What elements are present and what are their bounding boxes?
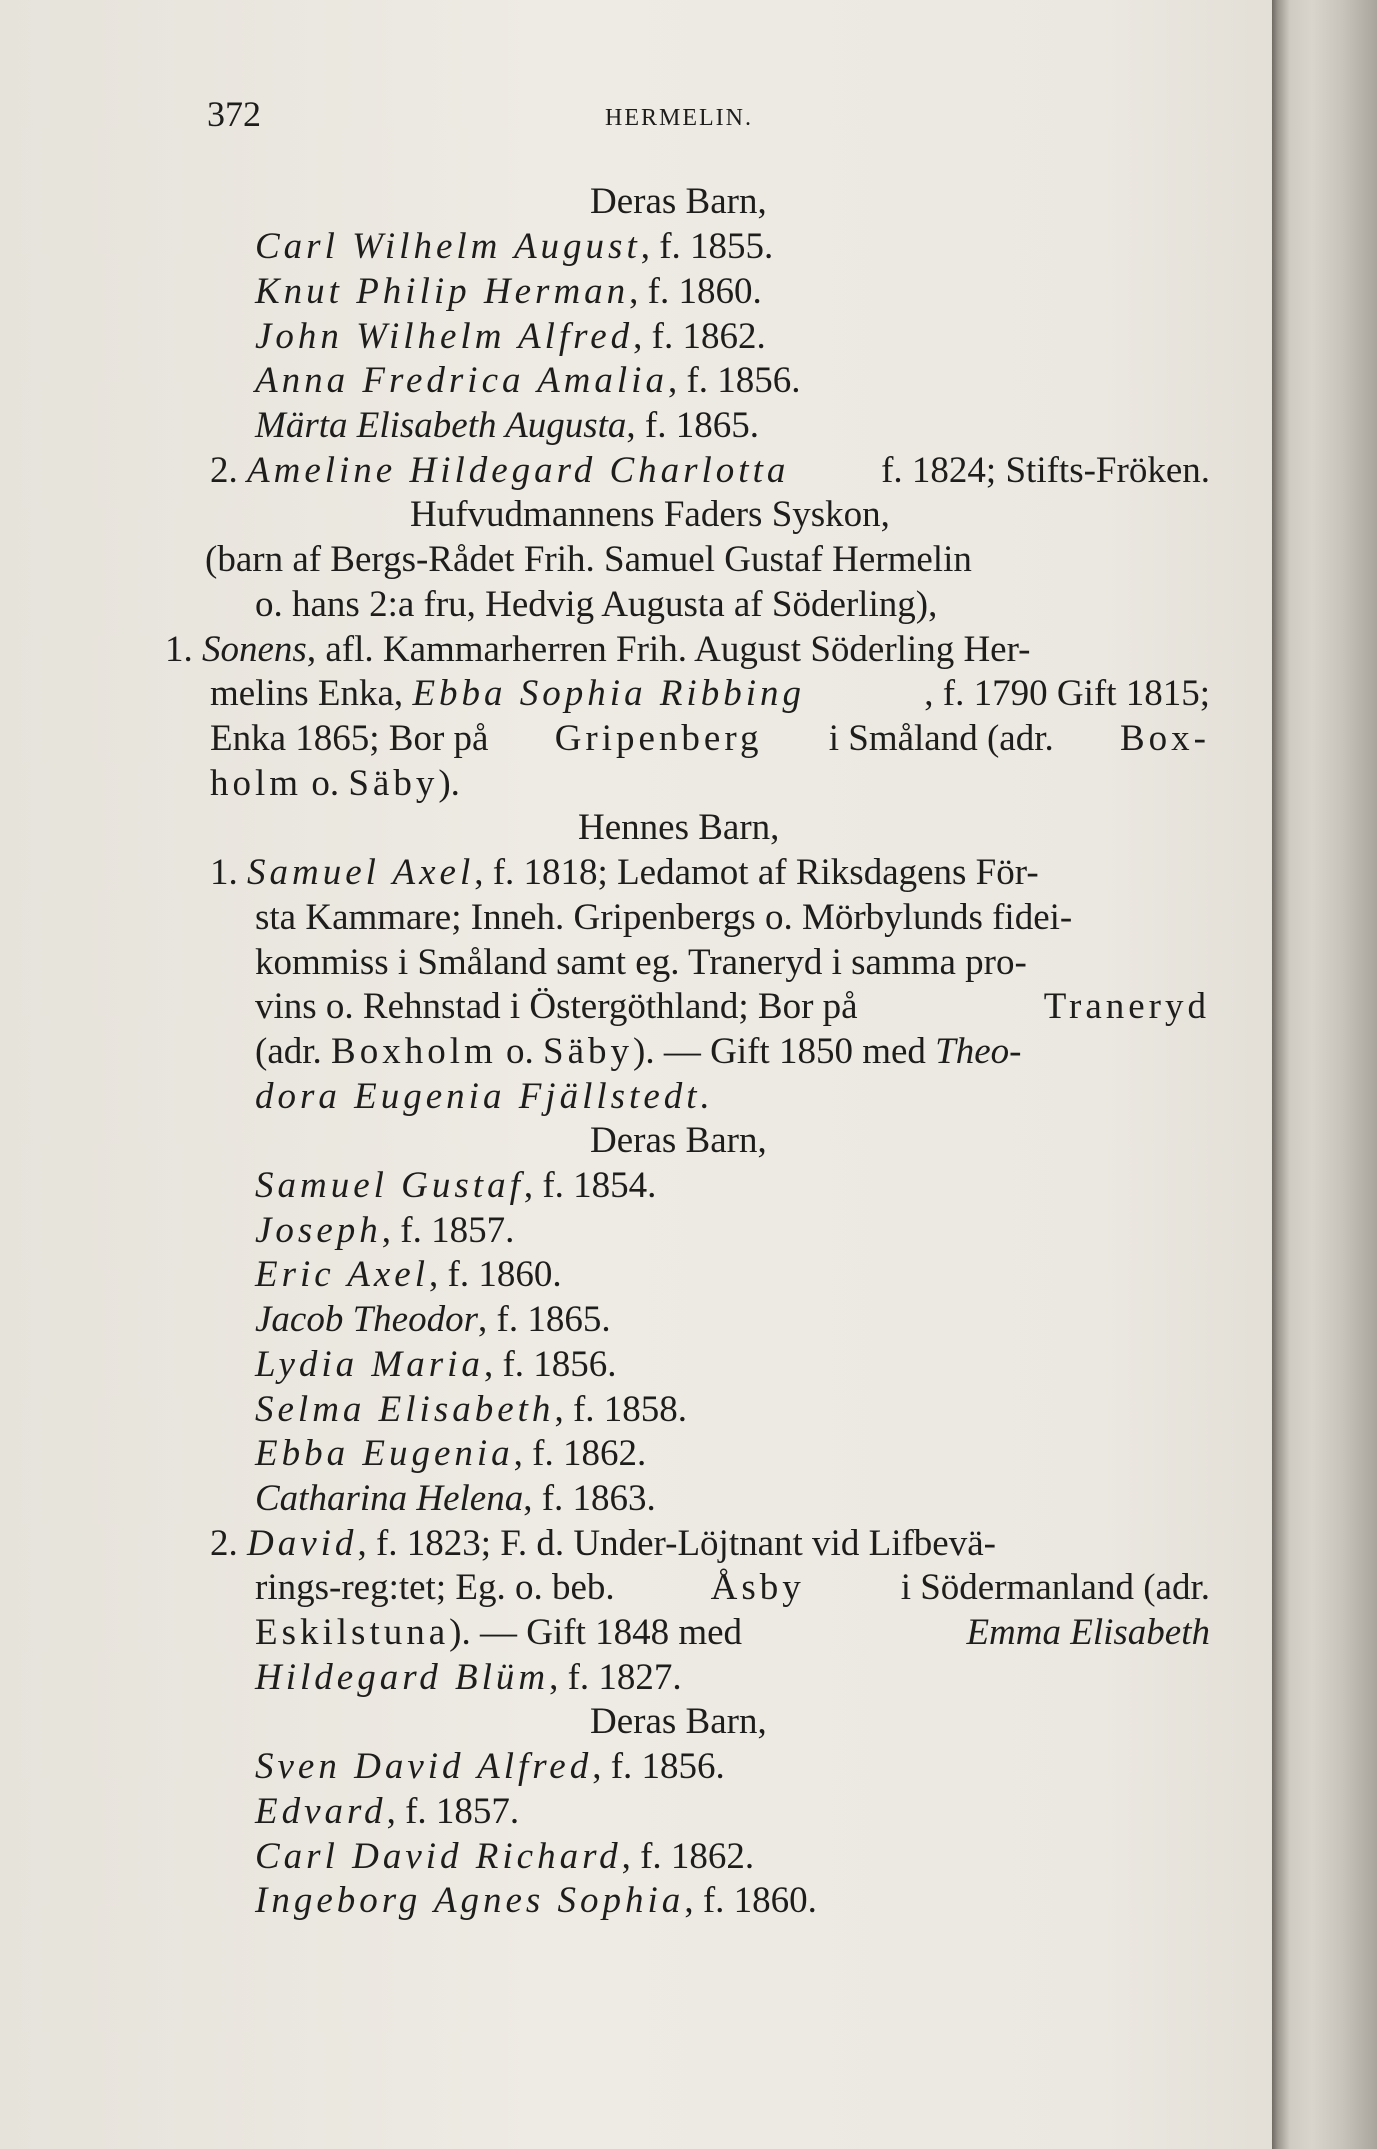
text-line: melins Enka, Ebba Sophia Ribbing , f. 1790 Gift 1815; — [210, 673, 1210, 714]
text-line: holm o. Säby). — [210, 763, 460, 804]
text-line: Ingeborg Agnes Sophia, f. 1860. — [255, 1880, 817, 1921]
text-line: Märta Elisabeth Augusta, f. 1865. — [255, 405, 759, 446]
text-line: vins o. Rehnstad i Östergöthland; Bor på Traneryd — [255, 986, 1210, 1027]
section-heading: Deras Barn, — [590, 1701, 767, 1742]
text-line: Carl David Richard, f. 1862. — [255, 1836, 755, 1877]
text-line: (adr. Boxholm o. Säby). — Gift 1850 med Theo- — [255, 1031, 1022, 1072]
text-line: Lydia Maria, f. 1856. — [255, 1344, 617, 1385]
text-line: Selma Elisabeth, f. 1858. — [255, 1389, 688, 1430]
text-line: o. hans 2:a fru, Hedvig Augusta af Söderling), — [255, 584, 938, 625]
text-line: 2. Ameline Hildegard Charlotta f. 1824; Stifts-Fröken. — [210, 450, 1210, 491]
text-line: Joseph, f. 1857. — [255, 1210, 515, 1251]
text-line: dora Eugenia Fjällstedt. — [255, 1076, 714, 1117]
text-line: Eskilstuna). — Gift 1848 med Emma Elisabeth — [255, 1612, 1210, 1653]
page-number: 372 — [207, 94, 261, 134]
text-line: rings-reg:tet; Eg. o. beb. Åsby i Södermanland (adr. — [255, 1567, 1210, 1608]
section-heading: Hennes Barn, — [578, 807, 780, 848]
text-line: kommiss i Småland samt eg. Traneryd i samma pro- — [255, 942, 1027, 983]
text-line: sta Kammare; Inneh. Gripenbergs o. Mörbylunds fidei- — [255, 897, 1073, 938]
text-line: Sven David Alfred, f. 1856. — [255, 1746, 725, 1787]
text-line: Enka 1865; Bor på Gripenberg i Småland (adr. Box- — [210, 718, 1210, 759]
text-line: John Wilhelm Alfred, f. 1862. — [255, 316, 766, 357]
book-spine-edge — [1272, 0, 1377, 2149]
section-heading: Deras Barn, — [590, 1120, 767, 1161]
text-line: Ebba Eugenia, f. 1862. — [255, 1433, 647, 1474]
text-line: Samuel Gustaf, f. 1854. — [255, 1165, 657, 1206]
section-heading: Hufvudmannens Faders Syskon, — [410, 494, 890, 535]
text-line: 1. Sonens, afl. Kammarherren Frih. August Söderling Her- — [165, 629, 1031, 670]
text-line: Anna Fredrica Amalia, f. 1856. — [255, 360, 801, 401]
text-line: Catharina Helena, f. 1863. — [255, 1478, 656, 1519]
text-line: (barn af Bergs-Rådet Frih. Samuel Gustaf Hermelin — [205, 539, 972, 580]
running-head: HERMELIN. — [605, 105, 753, 131]
section-heading: Deras Barn, — [590, 181, 767, 222]
text-line: Edvard, f. 1857. — [255, 1791, 520, 1832]
text-line: Knut Philip Herman, f. 1860. — [255, 271, 762, 312]
text-line: Carl Wilhelm August, f. 1855. — [255, 226, 774, 267]
text-line: Hildegard Blüm, f. 1827. — [255, 1657, 682, 1698]
text-line: Jacob Theodor, f. 1865. — [255, 1299, 611, 1340]
text-line: 1. Samuel Axel, f. 1818; Ledamot af Riksdagens För- — [210, 852, 1039, 893]
text-line: 2. David, f. 1823; F. d. Under-Löjtnant vid Lifbevä- — [210, 1523, 996, 1564]
text-line: Eric Axel, f. 1860. — [255, 1254, 562, 1295]
